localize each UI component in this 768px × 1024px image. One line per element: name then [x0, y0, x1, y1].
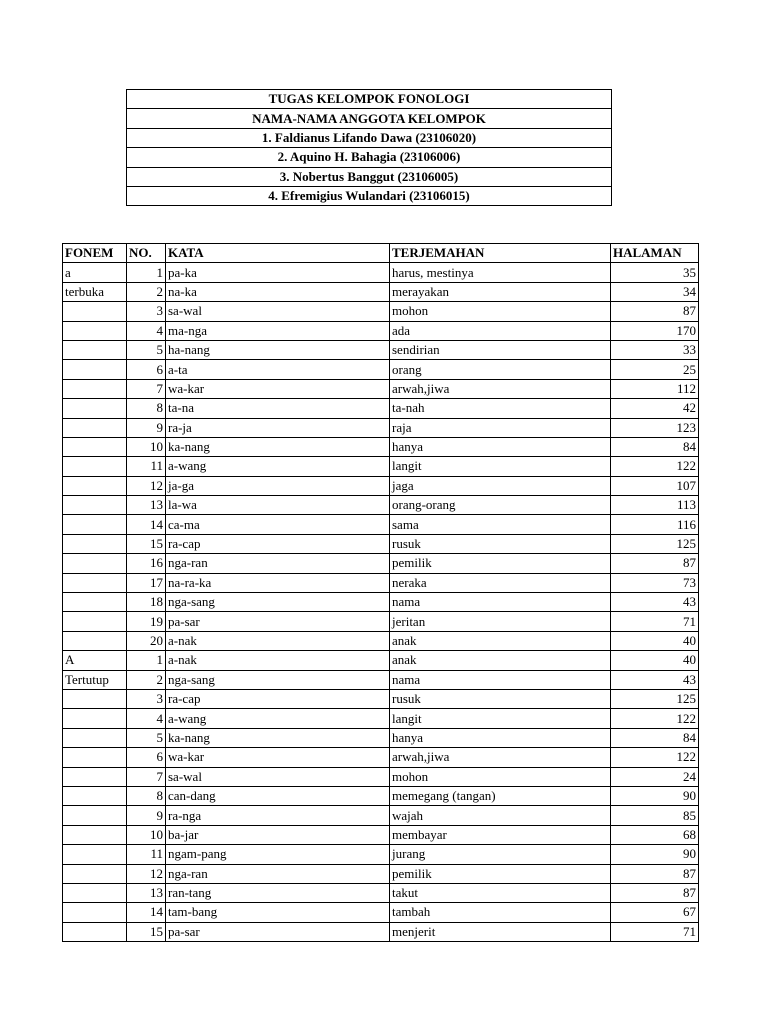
terjemahan-cell: takut [390, 883, 611, 902]
halaman-cell: 73 [611, 573, 699, 592]
terjemahan-cell: mohon [390, 302, 611, 321]
halaman-cell: 71 [611, 922, 699, 941]
column-header-no: NO. [127, 244, 166, 263]
halaman-cell: 40 [611, 651, 699, 670]
terjemahan-cell: harus, mestinya [390, 263, 611, 282]
kata-cell: pa-sar [166, 922, 390, 941]
table-row [63, 748, 699, 767]
kata-cell: nga-ran [166, 864, 390, 883]
halaman-cell: 43 [611, 593, 699, 612]
halaman-cell: 112 [611, 379, 699, 398]
terjemahan-cell: mohon [390, 767, 611, 786]
kata-cell: ra-nga [166, 806, 390, 825]
column-header-kata: KATA [166, 244, 390, 263]
number-cell: 7 [127, 379, 166, 398]
table-row [63, 825, 699, 844]
number-cell: 11 [127, 457, 166, 476]
terjemahan-cell: jeritan [390, 612, 611, 631]
terjemahan-cell: langit [390, 709, 611, 728]
kata-cell: sa-wal [166, 302, 390, 321]
number-cell: 8 [127, 786, 166, 805]
kata-cell: nga-ran [166, 554, 390, 573]
halaman-cell: 107 [611, 476, 699, 495]
terjemahan-cell: raja [390, 418, 611, 437]
terjemahan-cell: anak [390, 651, 611, 670]
number-cell: 9 [127, 418, 166, 437]
terjemahan-cell: arwah,jiwa [390, 379, 611, 398]
number-cell: 20 [127, 631, 166, 650]
table-row [63, 883, 699, 902]
number-cell: 4 [127, 709, 166, 728]
number-cell: 15 [127, 922, 166, 941]
number-cell: 12 [127, 864, 166, 883]
kata-cell: a-wang [166, 709, 390, 728]
fonem-cell [63, 302, 127, 321]
table-row [63, 806, 699, 825]
terjemahan-cell: pemilik [390, 864, 611, 883]
halaman-cell: 125 [611, 534, 699, 553]
header-member-3: 3. Nobertus Banggut (23106005) [127, 167, 612, 186]
halaman-cell: 123 [611, 418, 699, 437]
halaman-cell: 84 [611, 437, 699, 456]
number-cell: 5 [127, 728, 166, 747]
halaman-cell: 42 [611, 399, 699, 418]
number-cell: 3 [127, 689, 166, 708]
kata-cell: ba-jar [166, 825, 390, 844]
table-row [63, 554, 699, 573]
terjemahan-cell: nama [390, 593, 611, 612]
halaman-cell: 43 [611, 670, 699, 689]
kata-cell: la-wa [166, 496, 390, 515]
table-row [63, 360, 699, 379]
fonem-cell [63, 689, 127, 708]
fonem-cell [63, 496, 127, 515]
kata-cell: ta-na [166, 399, 390, 418]
fonem-cell [63, 612, 127, 631]
fonem-cell [63, 593, 127, 612]
number-cell: 1 [127, 651, 166, 670]
kata-cell: na-ka [166, 282, 390, 301]
number-cell: 10 [127, 437, 166, 456]
table-row [63, 845, 699, 864]
halaman-cell: 85 [611, 806, 699, 825]
halaman-cell: 71 [611, 612, 699, 631]
halaman-cell: 40 [611, 631, 699, 650]
terjemahan-cell: jaga [390, 476, 611, 495]
fonem-cell [63, 573, 127, 592]
table-row [63, 496, 699, 515]
kata-cell: a-nak [166, 651, 390, 670]
terjemahan-cell: arwah,jiwa [390, 748, 611, 767]
halaman-cell: 25 [611, 360, 699, 379]
number-cell: 6 [127, 360, 166, 379]
table-header-row [63, 244, 699, 263]
table-row [63, 379, 699, 398]
fonem-cell [63, 825, 127, 844]
header-member-2: 2. Aquino H. Bahagia (23106006) [127, 148, 612, 167]
kata-cell: ha-nang [166, 340, 390, 359]
header-subtitle: NAMA-NAMA ANGGOTA KELOMPOK [127, 109, 612, 128]
terjemahan-cell: langit [390, 457, 611, 476]
halaman-cell: 68 [611, 825, 699, 844]
number-cell: 15 [127, 534, 166, 553]
terjemahan-cell: sendirian [390, 340, 611, 359]
halaman-cell: 34 [611, 282, 699, 301]
fonem-cell [63, 534, 127, 553]
halaman-cell: 90 [611, 786, 699, 805]
table-row [63, 515, 699, 534]
table-row [63, 612, 699, 631]
number-cell: 11 [127, 845, 166, 864]
table-row [63, 593, 699, 612]
kata-cell: ra-cap [166, 689, 390, 708]
fonem-cell [63, 321, 127, 340]
column-header-halaman: HALAMAN [611, 244, 699, 263]
table-row [63, 437, 699, 456]
table-row [63, 302, 699, 321]
number-cell: 8 [127, 399, 166, 418]
number-cell: 6 [127, 748, 166, 767]
halaman-cell: 90 [611, 845, 699, 864]
number-cell: 16 [127, 554, 166, 573]
fonem-cell [63, 806, 127, 825]
number-cell: 4 [127, 321, 166, 340]
kata-cell: pa-ka [166, 263, 390, 282]
fonem-cell [63, 903, 127, 922]
number-cell: 18 [127, 593, 166, 612]
fonem-cell [63, 399, 127, 418]
table-row [63, 263, 699, 282]
kata-cell: ma-nga [166, 321, 390, 340]
fonem-cell [63, 379, 127, 398]
fonem-cell [63, 437, 127, 456]
kata-cell: wa-kar [166, 748, 390, 767]
kata-cell: pa-sar [166, 612, 390, 631]
table-row [63, 786, 699, 805]
terjemahan-cell: rusuk [390, 534, 611, 553]
number-cell: 12 [127, 476, 166, 495]
halaman-cell: 122 [611, 457, 699, 476]
fonem-cell [63, 360, 127, 379]
halaman-cell: 116 [611, 515, 699, 534]
terjemahan-cell: tambah [390, 903, 611, 922]
table-body [63, 263, 699, 942]
fonem-cell [63, 554, 127, 573]
kata-cell: na-ra-ka [166, 573, 390, 592]
table-row [63, 340, 699, 359]
number-cell: 1 [127, 263, 166, 282]
number-cell: 3 [127, 302, 166, 321]
fonem-cell: A [63, 651, 127, 670]
table-row [63, 767, 699, 786]
kata-cell: ja-ga [166, 476, 390, 495]
fonem-cell [63, 476, 127, 495]
table-row [63, 728, 699, 747]
terjemahan-cell: menjerit [390, 922, 611, 941]
number-cell: 13 [127, 883, 166, 902]
table-row [63, 399, 699, 418]
fonem-cell [63, 922, 127, 941]
number-cell: 10 [127, 825, 166, 844]
table-row [63, 903, 699, 922]
header-member-4: 4. Efremigius Wulandari (23106015) [127, 186, 612, 205]
kata-cell: a-ta [166, 360, 390, 379]
terjemahan-cell: wajah [390, 806, 611, 825]
table-row [63, 476, 699, 495]
kata-cell: sa-wal [166, 767, 390, 786]
terjemahan-cell: hanya [390, 437, 611, 456]
phoneme-table [62, 243, 699, 942]
fonem-cell [63, 728, 127, 747]
halaman-cell: 125 [611, 689, 699, 708]
terjemahan-cell: ada [390, 321, 611, 340]
fonem-cell [63, 515, 127, 534]
halaman-cell: 33 [611, 340, 699, 359]
terjemahan-cell: orang [390, 360, 611, 379]
fonem-cell [63, 883, 127, 902]
fonem-cell: Tertutup [63, 670, 127, 689]
terjemahan-cell: memegang (tangan) [390, 786, 611, 805]
halaman-cell: 67 [611, 903, 699, 922]
number-cell: 5 [127, 340, 166, 359]
kata-cell: tam-bang [166, 903, 390, 922]
halaman-cell: 170 [611, 321, 699, 340]
table-row [63, 689, 699, 708]
halaman-cell: 84 [611, 728, 699, 747]
terjemahan-cell: jurang [390, 845, 611, 864]
kata-cell: wa-kar [166, 379, 390, 398]
terjemahan-cell: pemilik [390, 554, 611, 573]
column-header-terjemahan: TERJEMAHAN [390, 244, 611, 263]
kata-cell: ka-nang [166, 437, 390, 456]
table-row [63, 321, 699, 340]
terjemahan-cell: merayakan [390, 282, 611, 301]
number-cell: 19 [127, 612, 166, 631]
table-row [63, 709, 699, 728]
table-row [63, 922, 699, 941]
kata-cell: ngam-pang [166, 845, 390, 864]
halaman-cell: 35 [611, 263, 699, 282]
table-row [63, 573, 699, 592]
halaman-cell: 122 [611, 709, 699, 728]
table-row [63, 418, 699, 437]
terjemahan-cell: membayar [390, 825, 611, 844]
halaman-cell: 113 [611, 496, 699, 515]
terjemahan-cell: hanya [390, 728, 611, 747]
halaman-cell: 87 [611, 883, 699, 902]
group-header-box [126, 89, 612, 206]
table-row [63, 651, 699, 670]
kata-cell: nga-sang [166, 670, 390, 689]
number-cell: 13 [127, 496, 166, 515]
kata-cell: ka-nang [166, 728, 390, 747]
terjemahan-cell: rusuk [390, 689, 611, 708]
halaman-cell: 122 [611, 748, 699, 767]
fonem-cell [63, 418, 127, 437]
number-cell: 14 [127, 515, 166, 534]
fonem-cell [63, 748, 127, 767]
fonem-cell [63, 845, 127, 864]
terjemahan-cell: orang-orang [390, 496, 611, 515]
table-row [63, 282, 699, 301]
number-cell: 7 [127, 767, 166, 786]
terjemahan-cell: neraka [390, 573, 611, 592]
halaman-cell: 87 [611, 302, 699, 321]
halaman-cell: 87 [611, 864, 699, 883]
number-cell: 14 [127, 903, 166, 922]
terjemahan-cell: ta-nah [390, 399, 611, 418]
table-row [63, 457, 699, 476]
halaman-cell: 24 [611, 767, 699, 786]
header-title: TUGAS KELOMPOK FONOLOGI [127, 90, 612, 109]
header-member-1: 1. Faldianus Lifando Dawa (23106020) [127, 128, 612, 147]
fonem-cell [63, 457, 127, 476]
kata-cell: a-wang [166, 457, 390, 476]
kata-cell: a-nak [166, 631, 390, 650]
fonem-cell [63, 709, 127, 728]
table-row [63, 864, 699, 883]
table-row [63, 670, 699, 689]
fonem-cell [63, 786, 127, 805]
terjemahan-cell: nama [390, 670, 611, 689]
column-header-fonem: FONEM [63, 244, 127, 263]
terjemahan-cell: sama [390, 515, 611, 534]
fonem-cell: a [63, 263, 127, 282]
number-cell: 2 [127, 670, 166, 689]
kata-cell: ca-ma [166, 515, 390, 534]
kata-cell: ra-cap [166, 534, 390, 553]
kata-cell: nga-sang [166, 593, 390, 612]
kata-cell: ra-ja [166, 418, 390, 437]
fonem-cell [63, 767, 127, 786]
fonem-cell [63, 631, 127, 650]
kata-cell: can-dang [166, 786, 390, 805]
table-row [63, 534, 699, 553]
number-cell: 2 [127, 282, 166, 301]
halaman-cell: 87 [611, 554, 699, 573]
table-row [63, 631, 699, 650]
fonem-cell [63, 340, 127, 359]
number-cell: 9 [127, 806, 166, 825]
fonem-cell [63, 864, 127, 883]
fonem-cell: terbuka [63, 282, 127, 301]
number-cell: 17 [127, 573, 166, 592]
kata-cell: ran-tang [166, 883, 390, 902]
terjemahan-cell: anak [390, 631, 611, 650]
